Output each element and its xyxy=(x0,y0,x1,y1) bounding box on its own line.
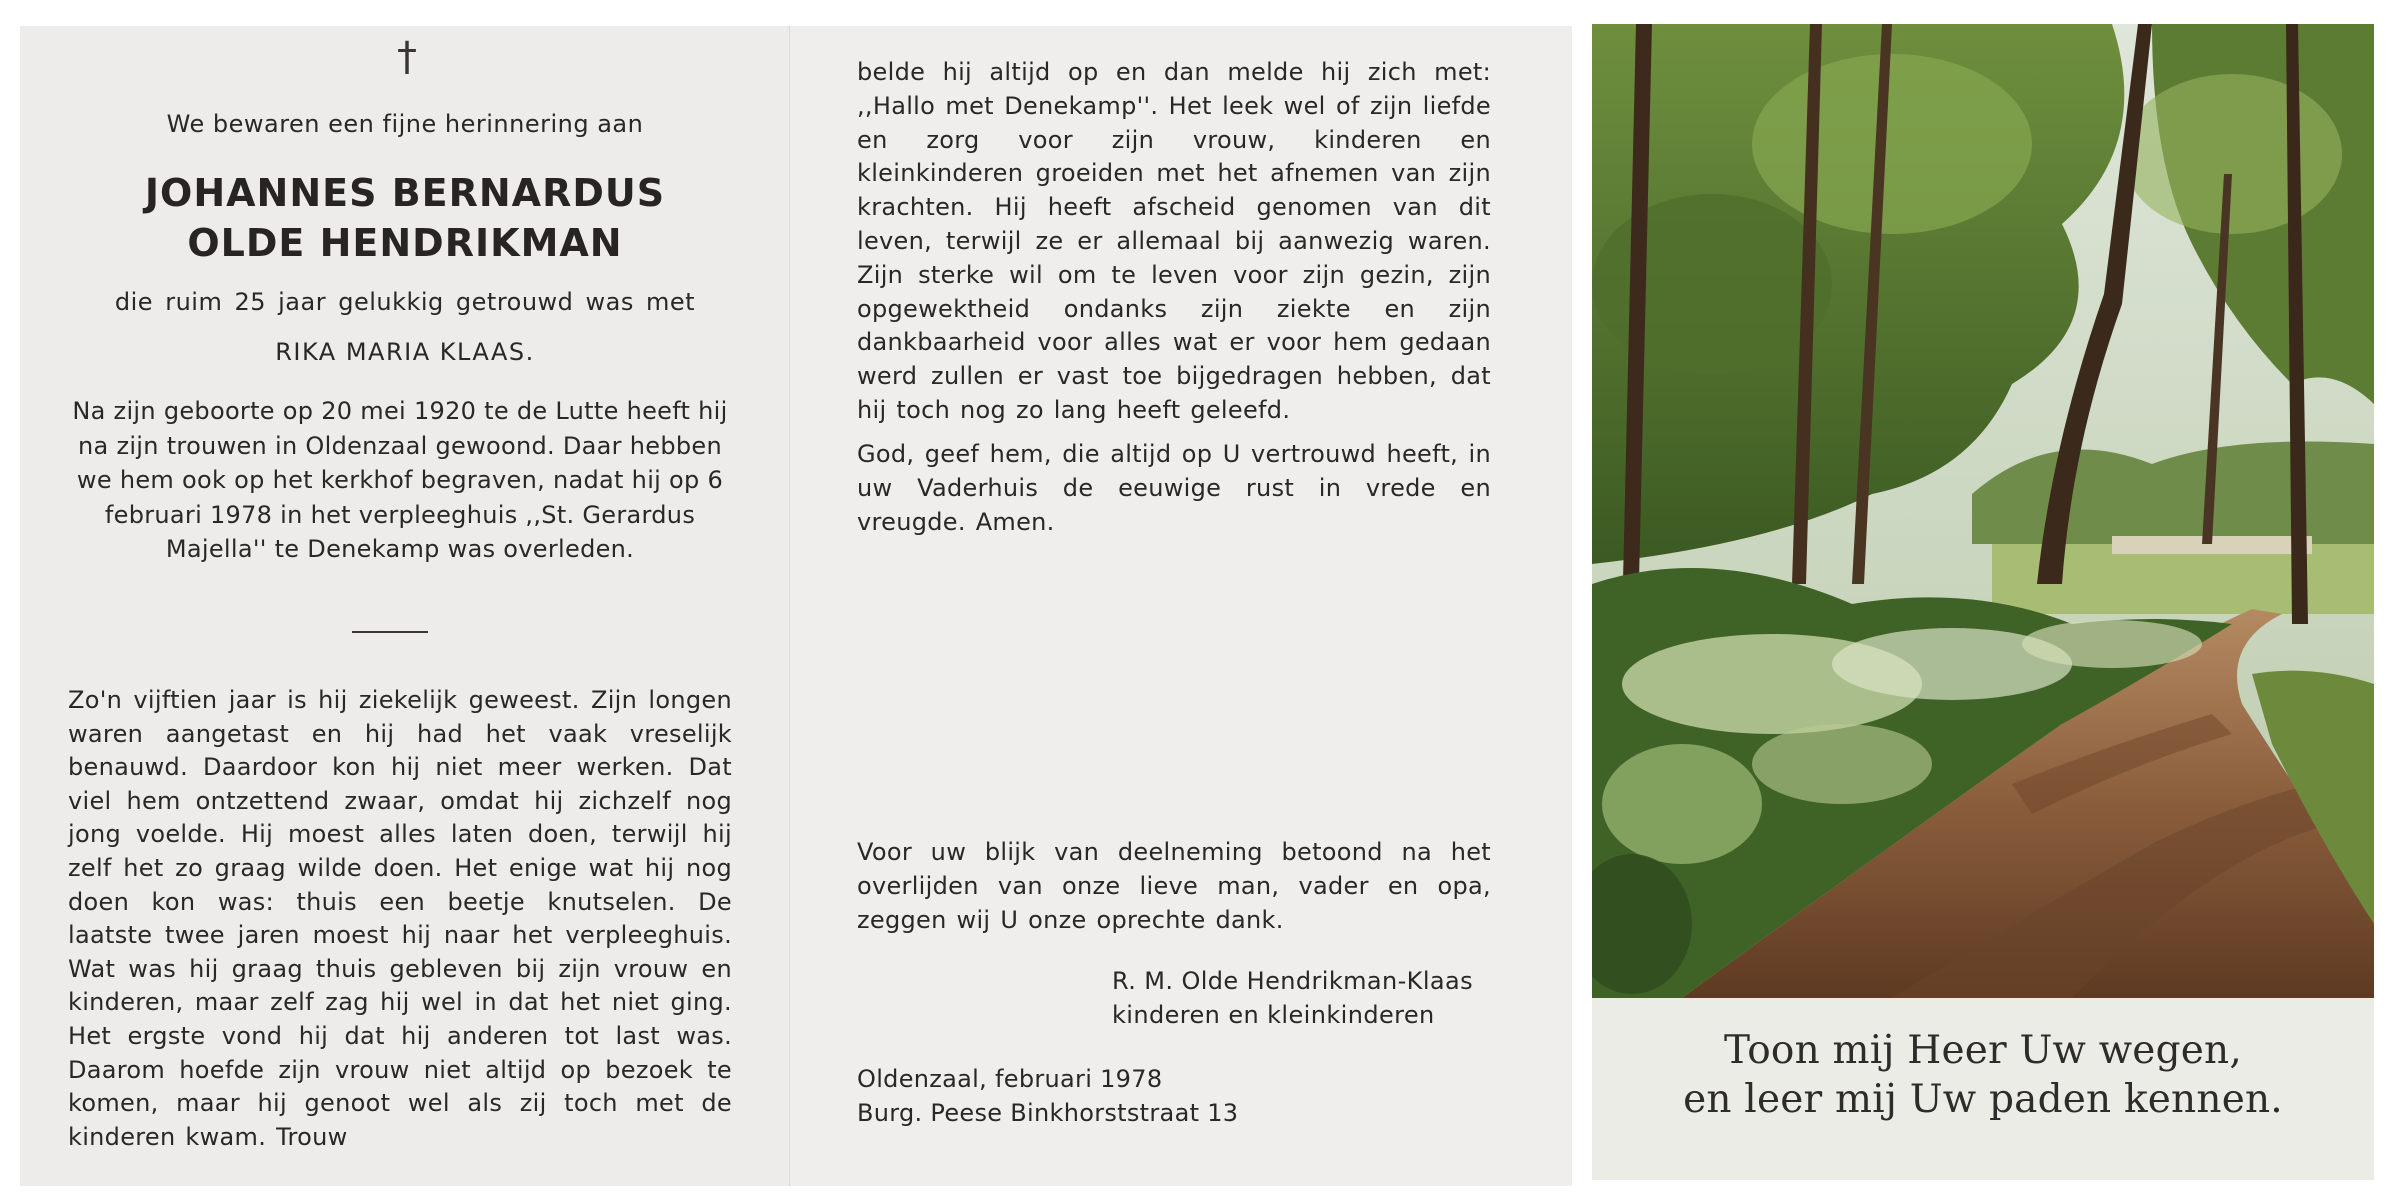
prayer-paragraph: God, geef hem, die altijd op U vertrouwd heeft, in uw Vaderhuis de eeuwige rust in vrede en vreugde. Amen. xyxy=(857,440,1491,536)
place-address-block xyxy=(857,1062,1457,1130)
deceased-name xyxy=(20,168,790,268)
story-continuation-paragraph: belde hij altijd op en dan melde hij zich met: ,,Hallo met Denekamp''. Het leek wel of zijn liefde en zorg voor zijn vrouw, kinderen en kleinkinderen groeiden met het afnemen van zijn krachten. Hij heeft afscheid genomen van dit leven, terwijl ze er allemaal bij aanwezig waren. Zijn sterke wil om te leven voor zijn gezin, zijn opgewektheid ondanks zijn ziekte en zijn dankbaarheid voor alles wat er voor hem gedaan werd zullen er vast toe bijgedragen hebben, dat hij toch nog zo lang heeft geleefd. xyxy=(857,58,1491,424)
story-paragraph: Zo'n vijftien jaar is hij ziekelijk geweest. Zijn longen waren aangetast en hij had het vaak vreselijk benauwd. Daardoor kon hij niet meer werken. Dat viel hem ontzettend zwaar, omdat hij zichzelf nog jong voelde. Hij moest alles laten doen, terwijl hij zelf het zo graag wilde doen. Het enige wat hij nog doen kon was: thuis een beetje knutselen. De laatste twee jaren moest hij naar het verpleeghuis. Wat was hij graag thuis gebleven bij zijn vrouw en kinderen, maar zelf zag hij wel in dat het niet ging. Het ergste vond hij dat hij anderen tot last was. Daarom hoefde zijn vrouw niet altijd op bezoek te komen, maar hij genoot wel als zij toch met de kinderen kwam. Trouw xyxy=(68,686,732,1151)
card-middle-panel xyxy=(790,26,1572,1186)
photo-canopy-highlight-1 xyxy=(1752,54,2032,234)
caption-line2: en leer mij Uw paden kennen. xyxy=(1683,1077,2283,1122)
biography-paragraph: Na zijn geboorte op 20 mei 1920 te de Lutte heeft hij na zijn trouwen in Oldenzaal gewoond. Daar hebben we hem ook op het kerkhof begraven, nadat hij op 6 februari 1978 in het verpleeghuis ,,St. Gerardus Majella'' te Denekamp was overleden. xyxy=(72,397,728,563)
card-left-panel xyxy=(20,26,790,1186)
deceased-name-line2: OLDE HENDRIKMAN xyxy=(187,221,623,265)
signature-name: R. M. Olde Hendrikman-Klaas xyxy=(1112,967,1474,995)
place-date: Oldenzaal, februari 1978 xyxy=(857,1065,1163,1093)
card-right-panel xyxy=(1592,24,2374,1180)
thanks-paragraph: Voor uw blijk van deelneming betoond na het overlijden van onze lieve man, vader en opa, zeggen wij U onze oprechte dank. xyxy=(857,838,1491,934)
address: Burg. Peese Binkhorststraat 13 xyxy=(857,1099,1239,1127)
photo-canopy-highlight-3 xyxy=(1592,194,1832,374)
divider-line xyxy=(352,631,428,633)
signature-block xyxy=(1112,964,1512,1032)
photo-flowers-3 xyxy=(2022,620,2202,668)
caption-area xyxy=(1592,998,2374,1180)
cross-icon: † xyxy=(397,34,417,80)
photo-canopy-highlight-2 xyxy=(2122,74,2342,234)
photo-flowers-4 xyxy=(1602,744,1762,864)
spouse-name: RIKA MARIA KLAAS. xyxy=(275,338,535,366)
caption-line1: Toon mij Heer Uw wegen, xyxy=(1724,1028,2242,1073)
signature-family: kinderen en kleinkinderen xyxy=(1112,1001,1435,1029)
intro-text: We bewaren een fijne herinnering aan xyxy=(166,110,644,138)
deceased-name-line1: JOHANNES BERNARDUS xyxy=(144,171,666,215)
married-text: die ruim 25 jaar gelukkig getrouwd was met xyxy=(114,288,696,316)
photo-flowers-5 xyxy=(1752,724,1932,804)
forest-path-photo xyxy=(1592,24,2374,998)
